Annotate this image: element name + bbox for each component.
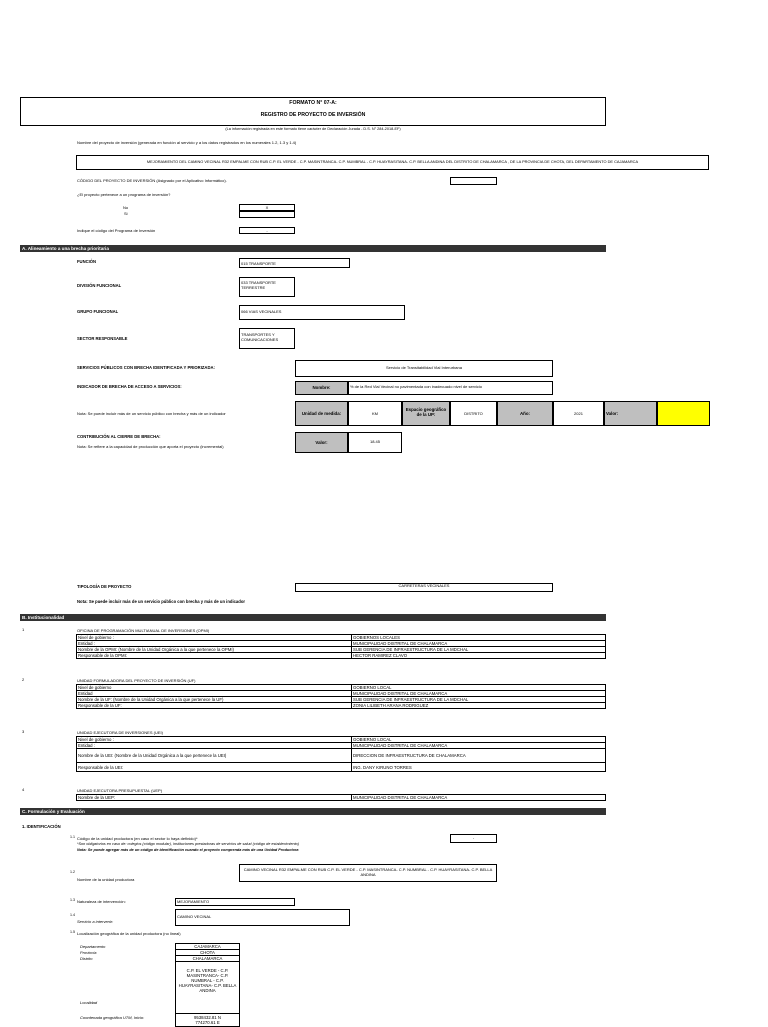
indicador-label: INDICADOR DE BRECHA DE ACCESO A SERVICIOS: xyxy=(77,384,182,389)
section-a-title: A. Alineamiento a una brecha prioritaria xyxy=(22,246,109,251)
table-row xyxy=(176,962,240,1014)
program-question: ¿El proyecto pertenece a un programa de inversión? xyxy=(77,192,171,197)
row-value: SUB GERENCIA DE INFRAESTRUCTURA DE LA MDCHAL xyxy=(352,697,606,703)
contrib-valor: 18.45 xyxy=(369,439,380,444)
grupo-value: 066 VIAS VECINALES xyxy=(241,309,282,314)
n11-value: - xyxy=(472,835,475,840)
section-c-title: C. Formulación y Evaluación xyxy=(22,809,85,814)
row-label: Nombre de la UF: (Nombre de la Unidad Orgánica a la que pertenece la UF) xyxy=(77,697,352,703)
row-value: GOBIERNO LOCAL xyxy=(352,737,606,743)
table-row xyxy=(77,749,606,763)
table-row xyxy=(77,653,606,659)
prov-value: CHOTA xyxy=(176,950,240,956)
code-field[interactable] xyxy=(450,177,497,185)
funcion-label: FUNCIÓN xyxy=(77,259,97,264)
n12-number: 1.2 xyxy=(70,870,75,874)
n14-value: CAMINO VECINAL xyxy=(177,914,212,919)
row-label: Responsable de la OPMI: xyxy=(77,653,352,659)
coord-e: 774270.61 E xyxy=(195,1020,220,1025)
row-value: MUNICIPALIDAD DISTRITAL DE CHALAMARCA xyxy=(352,795,606,801)
contrib-note: Nota: Se refiere a la capacidad de producción que aporta el proyecto (incremental) xyxy=(77,444,224,449)
row-label: Nombre de la UEP: xyxy=(77,795,352,801)
loc-value: C.P. EL VERDE - C.P. MASINTRANCA- C.P. NUMBRAL - C.P. HUAYRASITANA- C.P. BELLA ANDINA xyxy=(176,962,240,1014)
row-value: ING. DANY KIRUNO TORRES xyxy=(352,763,606,772)
row-label: Nombre de la OPMI: (Nombre de la Unidad Orgánica a la que pertenece la OPMI) xyxy=(77,647,352,653)
section-b-title: B. Institucionalidad xyxy=(22,615,65,620)
block-title-uf: UNIDAD FORMULADORA DEL PROYECTO DE INVERSIÓN (UF) xyxy=(77,678,196,683)
legal-note: (La información registrada en este formato tiene carácter de Declaración Jurada - D.S. N° 284-2018-EF) xyxy=(225,127,401,131)
nombre-label: Nombre: xyxy=(295,381,348,395)
dist-label: Distrito xyxy=(80,956,93,961)
project-name-label: Nombre del proyecto de inversión (generada en función al servicio y a los datos registrados en los numerales 1.2, 1.3 y 1.4) xyxy=(77,140,297,145)
block-number: 4 xyxy=(22,787,25,792)
table-row xyxy=(77,795,606,801)
n13-label: Naturaleza de intervención: xyxy=(77,899,126,904)
row-value: DIRECCION DE INFRAESTRUCTURA DE CHALAMARCA xyxy=(352,749,606,763)
n13-value: MEJORAMIENTO xyxy=(177,899,210,904)
block-number: 1 xyxy=(22,627,25,632)
unidad-value: KM xyxy=(372,411,378,416)
loc-label: Localidad xyxy=(80,1000,98,1005)
n11-label: Código de la unidad productora (en caso el sector lo haya definido)* xyxy=(77,836,198,841)
grupo-label: GRUPO FUNCIONAL xyxy=(77,309,119,314)
unidad-label: Unidad de medida: xyxy=(295,401,348,426)
section-a-bar xyxy=(20,245,606,252)
tipologia-value: CARRETERAS VECINALES xyxy=(398,583,450,588)
funcion-value: 015 TRANSPORTE xyxy=(241,261,276,266)
coord-cell xyxy=(176,1014,240,1027)
ident-title: 1. IDENTIFICACIÓN xyxy=(22,824,61,829)
row-value: SUB GERENCIA DE INFRAESTRUCTURA DE LA MDCHAL xyxy=(352,647,606,653)
row-value: MUNICIPALIDAD DISTRITAL DE CHALAMARCA xyxy=(352,691,606,697)
block-number: 2 xyxy=(22,677,25,682)
valor-label: Valor: xyxy=(604,401,657,426)
section-c-bar xyxy=(20,808,606,815)
nombre-value: % de la Red Vial Vecinal no pavimentada con inadecuado nivel de servicio xyxy=(350,384,483,389)
program-code-label: Indique el código del Programa de Inversión xyxy=(77,228,156,233)
dep-label: Departamento xyxy=(80,944,106,949)
no-label: No xyxy=(123,205,129,210)
row-label: Entidad xyxy=(77,691,352,697)
table-row xyxy=(176,1014,240,1027)
division-value: 033 TRANSPORTE TERRESTRE xyxy=(241,280,276,290)
sector-value: TRANSPORTES Y COMUNICACIONES xyxy=(241,332,279,342)
row-label: Responsable de la UEI: xyxy=(77,763,352,772)
division-label: DIVISIÓN FUNCIONAL xyxy=(77,283,122,288)
sector-label: SECTOR RESPONSABLE xyxy=(77,336,128,341)
note-multi: Nota: Se puede incluir más de un servicio público con brecha y más de un indicador xyxy=(77,411,226,416)
location-table xyxy=(175,943,240,1027)
row-value: MUNICIPALIDAD DISTRITAL DE CHALAMARCA xyxy=(352,641,606,647)
contrib-valor-label: Valor: xyxy=(295,432,348,453)
block-title-uep: UNIDAD EJECUTORA PRESUPUESTAL (UEP) xyxy=(77,788,163,793)
row-label: Nombre de la UEI: (Nombre de la Unidad Orgánica a la que pertenece la UEI) xyxy=(77,749,352,763)
n14-number: 1.4 xyxy=(70,913,75,917)
project-name: MEJORAMIENTO DEL CAMINO VECINAL R32 EMPALME CON RUB C.P. EL VERDE - C.P. MASINTRANCA- C.P. NUMBRAL - C.P. HUAYRASITANA- C.P. BELLA ANDINA DEL DISTRITO DE CHALAMARCA , DE LA PROVINCIA DE CHOTA, DEL DEPARTAMENTO DE CAJAMARCA xyxy=(146,159,639,164)
n12-label: Nombre de la unidad productora xyxy=(77,877,135,882)
program-code-value: - xyxy=(266,228,268,233)
n15-number: 1.5 xyxy=(70,930,75,934)
section-b-bar xyxy=(20,614,606,621)
row-label: Entidad : xyxy=(77,641,352,647)
coord-label: Coordenada geográfica UTM, Inicio: xyxy=(80,1015,145,1020)
n11-note2: Nota: Se puede agregar más de un código de identificación cuando el proyecto comprenda más de una Unidad Productora xyxy=(77,848,299,852)
n13-number: 1.3 xyxy=(70,898,75,902)
block-title-uei: UNIDAD EJECUTORA DE INVERSIONES (UEI) xyxy=(77,730,163,735)
n14-label: Servicio a intervenir: xyxy=(77,919,114,924)
servicios-label: SERVICIOS PÚBLICOS CON BRECHA IDENTIFICADA Y PRIORIZADA: xyxy=(77,365,215,370)
block-title-opmi: OFICINA DE PROGRAMACIÓN MULTIANUAL DE INVERSIONES (OPMI) xyxy=(77,628,210,633)
row-label: Nivel de gobierno : xyxy=(77,737,352,743)
row-label: Responsable de la UF: xyxy=(77,703,352,709)
row-value: MUNICIPALIDAD DISTRITAL DE CHALAMARCA xyxy=(352,743,606,749)
block-number: 3 xyxy=(22,729,25,734)
row-label: Nivel de gobierno xyxy=(77,685,352,691)
servicios-value: Servicio de Transitabilidad Vial Interurbana xyxy=(386,365,462,370)
coord-n: 9538432.81 N xyxy=(194,1015,221,1020)
anio-label: Año: xyxy=(497,401,553,426)
format-title: FORMATO N° 07-A: xyxy=(289,100,337,106)
opmi-table xyxy=(76,634,606,659)
n12-value: CAMINO VECINAL R32 EMPALME CON RUB C.P. EL VERDE - C.P. MASINTRANCA- C.P. NUMBRAL - C.P. HUAYRASITANA- C.P. BELLA ANDINA xyxy=(243,867,493,877)
anio-value: 2021 xyxy=(574,411,583,416)
row-value: ZONIA LILIBETH ARANA RODRIGUEZ xyxy=(352,703,606,709)
row-label: Nivel de gobierno : xyxy=(77,635,352,641)
row-value: GOBIERNOS LOCALES xyxy=(352,635,606,641)
table-row xyxy=(77,703,606,709)
uei-table xyxy=(76,736,606,772)
contrib-label: CONTRIBUCIÓN AL CIERRE DE BRECHA: xyxy=(77,434,161,439)
row-value: GOBIERNO LOCAL xyxy=(352,685,606,691)
espacio-label: Espacio geográfico de la UP: xyxy=(402,401,450,426)
tipologia-label: TIPOLOGÍA DE PROYECTO xyxy=(77,584,132,589)
no-value: X xyxy=(265,205,269,210)
n11-number: 1.1 xyxy=(70,835,75,839)
uf-table xyxy=(76,684,606,709)
table-row xyxy=(77,763,606,772)
n11-note1: *Son obligatorios en caso de: colegios (código modular), instituciones prestadoras de servicios de salud (código de establecimiento) xyxy=(77,842,300,846)
uep-table xyxy=(76,794,606,801)
code-label: CÓDIGO DEL PROYECTO DE INVERSIÓN (Asignado por el Aplicativo Informático). xyxy=(77,178,227,183)
row-value: HECTOR RAMIREZ CLAVO xyxy=(352,653,606,659)
valor-highlight[interactable] xyxy=(657,401,710,426)
tipologia-note: Nota: Se puede incluir más de un servicio público con brecha y más de un indicador xyxy=(77,599,246,604)
espacio-value: DISTRITO xyxy=(464,411,483,416)
row-label: Entidad : xyxy=(77,743,352,749)
dep-value: CAJAMARCA xyxy=(176,944,240,950)
format-subtitle: REGISTRO DE PROYECTO DE INVERSIÓN xyxy=(260,112,366,118)
n15-label: Localización geográfica de la unidad productora (no lineal) xyxy=(77,931,181,936)
si-checkbox[interactable] xyxy=(239,211,295,218)
si-label: Si xyxy=(124,211,128,216)
prov-label: Provincia xyxy=(80,950,97,955)
dist-value: CHALAMARCA xyxy=(176,956,240,962)
